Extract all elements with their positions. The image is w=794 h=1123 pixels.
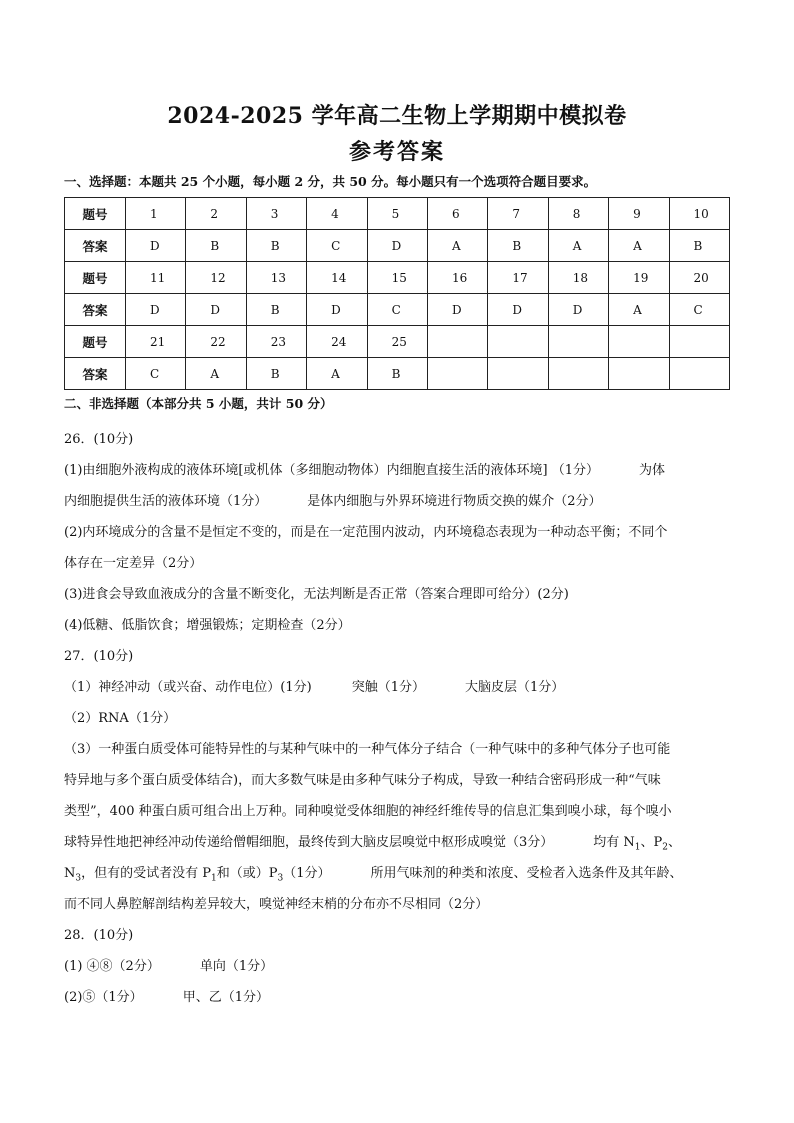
answer-row <box>65 230 730 262</box>
answer-cell: D <box>307 294 367 326</box>
question-number-cell: 21 <box>126 326 186 358</box>
answer-cell: C <box>307 230 367 262</box>
section2-body <box>64 424 734 1013</box>
question-number-cell: 4 <box>307 198 367 230</box>
question-number-row <box>65 262 730 294</box>
q27-line-5: 类型”，400 种蛋白质可组合出上万种。同种嗅觉受体细胞的神经纤维传导的信息汇集到嗅小球，每个嗅小 <box>64 804 672 819</box>
q26-line-1 <box>64 455 734 486</box>
row-label-question: 题号 <box>65 262 126 294</box>
question-number-cell: 25 <box>367 326 427 358</box>
q26-line-5: (3)进食会导致血液成分的含量不断变化，无法判断是否正常（答案合理即可给分）(2分) <box>64 587 569 602</box>
q27-1-c: 大脑皮层（1分） <box>464 680 565 695</box>
row-label-question: 题号 <box>65 198 126 230</box>
question-number-cell: 7 <box>488 198 548 230</box>
q27-line-1 <box>64 672 734 703</box>
answer-cell: A <box>609 294 669 326</box>
question-number-cell: 19 <box>609 262 669 294</box>
answer-cell <box>609 358 669 390</box>
q27-line-3: （3）一种蛋白质受体可能特异性的与某种气味中的一种气体分子结合（一种气味中的多种气体分子也可能 <box>64 742 671 757</box>
row-label-question: 题号 <box>65 326 126 358</box>
question-number-cell: 18 <box>548 262 608 294</box>
question-number-cell: 23 <box>246 326 306 358</box>
q27-7-e: 所用气味剂的种类和浓度、受检者入选条件及其年龄、 <box>370 866 683 881</box>
q28-2-a: (2)⑤（1分） <box>64 990 143 1005</box>
q26-1-tail: 为体 <box>638 463 665 478</box>
question-number-cell: 3 <box>246 198 306 230</box>
q28-title: 28．(10分) <box>64 928 134 943</box>
answer-cell: B <box>246 358 306 390</box>
q26-1-text: (1)由细胞外液构成的液体环境[或机体（多细胞动物体）内细胞直接生活的液体环境] （1分） <box>64 463 599 478</box>
q27-7-d: （1分） <box>283 866 331 881</box>
page-title: 2024-2025 学年高二生物上学期期中模拟卷 <box>167 103 627 129</box>
question-number-cell: 12 <box>186 262 246 294</box>
answer-cell: D <box>427 294 487 326</box>
q27-line-8: 而不同人鼻腔解剖结构差异较大，嗅觉神经末梢的分布亦不尽相同（2分） <box>64 897 489 912</box>
q27-6-b: 均有 N <box>593 835 635 850</box>
answer-cell: D <box>186 294 246 326</box>
q27-line-4: 特异地与多个蛋白质受体结合)，而大多数气味是由多种气味分子构成，导致一种结合密码形成一种“气味 <box>64 773 661 788</box>
answer-cell: A <box>548 230 608 262</box>
question-number-cell: 9 <box>609 198 669 230</box>
answer-cell: B <box>367 358 427 390</box>
question-number-row <box>65 326 730 358</box>
answer-cell: C <box>126 358 186 390</box>
q28-2-b: 甲、乙（1分） <box>182 990 269 1005</box>
section2-heading: 二、非选择题（本部分共 5 小题，共计 50 分） <box>64 396 333 411</box>
answer-cell: A <box>609 230 669 262</box>
q26-2-tail: 是体内细胞与外界环境进行物质交换的媒介（2分） <box>307 494 602 509</box>
q27-6-d: 、 <box>668 835 682 850</box>
answer-cell: D <box>126 230 186 262</box>
q27-line-6 <box>64 827 734 858</box>
answer-cell: A <box>186 358 246 390</box>
q27-7-b: ，但有的受试者没有 P <box>81 866 211 881</box>
subscript: 2 <box>662 842 669 853</box>
q27-title: 27．(10分) <box>64 649 134 664</box>
subscript: 3 <box>277 873 284 884</box>
section1-heading: 一、选择题：本题共 25 个小题，每小题 2 分，共 50 分。每小题只有一个选项符合题目要求。 <box>64 174 597 189</box>
question-number-cell: 2 <box>186 198 246 230</box>
answer-cell: B <box>246 294 306 326</box>
answer-cell: D <box>126 294 186 326</box>
question-number-cell <box>669 326 729 358</box>
question-number-cell: 24 <box>307 326 367 358</box>
subscript: 3 <box>75 873 82 884</box>
question-number-cell <box>609 326 669 358</box>
q27-7-a: N <box>64 866 76 881</box>
answer-cell: B <box>669 230 729 262</box>
question-number-cell: 14 <box>307 262 367 294</box>
answer-cell: D <box>488 294 548 326</box>
q27-1-a: （1）神经冲动（或兴奋、动作电位）(1分) <box>64 680 312 695</box>
question-number-cell: 5 <box>367 198 427 230</box>
question-number-cell <box>548 326 608 358</box>
answer-cell <box>548 358 608 390</box>
question-number-cell: 20 <box>669 262 729 294</box>
question-number-cell: 13 <box>246 262 306 294</box>
question-number-cell <box>427 326 487 358</box>
question-number-cell: 11 <box>126 262 186 294</box>
answer-table <box>64 197 730 390</box>
answer-cell: C <box>367 294 427 326</box>
q27-line-2: （2）RNA（1分） <box>64 711 177 726</box>
q27-7-c: 和（或）P <box>216 866 278 881</box>
answer-row <box>65 358 730 390</box>
answer-cell: A <box>307 358 367 390</box>
q26-2-text: 内细胞提供生活的液体环境（1分） <box>64 494 268 509</box>
q28-1-b: 单向（1分） <box>199 959 274 974</box>
question-number-cell: 6 <box>427 198 487 230</box>
answer-cell: B <box>246 230 306 262</box>
question-number-cell: 1 <box>126 198 186 230</box>
q26-line-6: (4)低糖、低脂饮食；增强锻炼；定期检查（2分） <box>64 618 351 633</box>
answer-row <box>65 294 730 326</box>
answer-cell <box>488 358 548 390</box>
answer-cell: C <box>669 294 729 326</box>
row-label-answer: 答案 <box>65 230 126 262</box>
q27-1-b: 突触（1分） <box>351 680 425 695</box>
question-number-cell: 10 <box>669 198 729 230</box>
q27-6-c: 、P <box>640 835 663 850</box>
q26-line-2 <box>64 486 734 517</box>
answer-cell <box>669 358 729 390</box>
answer-cell: B <box>186 230 246 262</box>
question-number-cell: 16 <box>427 262 487 294</box>
q26-line-4: 体存在一定差异（2分） <box>64 556 203 571</box>
subscript: 1 <box>634 842 641 853</box>
answer-cell: A <box>427 230 487 262</box>
subscript: 1 <box>211 873 217 884</box>
page-subtitle: 参考答案 <box>348 139 445 165</box>
answer-cell: B <box>488 230 548 262</box>
q28-line-2 <box>64 982 734 1013</box>
question-number-cell: 8 <box>548 198 608 230</box>
row-label-answer: 答案 <box>65 358 126 390</box>
q28-line-1 <box>64 951 734 982</box>
q26-title: 26．(10分) <box>64 432 134 447</box>
question-number-row <box>65 198 730 230</box>
q27-6-a: 球特异性地把神经冲动传递给僧帽细胞，最终传到大脑皮层嗅觉中枢形成嗅觉（3分） <box>64 835 554 850</box>
question-number-cell: 15 <box>367 262 427 294</box>
row-label-answer: 答案 <box>65 294 126 326</box>
question-number-cell: 17 <box>488 262 548 294</box>
q26-line-3: (2)内环境成分的含量不是恒定不变的，而是在一定范围内波动，内环境稳态表现为一种动态平衡；不同个 <box>64 525 668 540</box>
q27-line-7 <box>64 858 734 889</box>
question-number-cell: 22 <box>186 326 246 358</box>
answer-cell <box>427 358 487 390</box>
question-number-cell <box>488 326 548 358</box>
answer-cell: D <box>548 294 608 326</box>
answer-cell: D <box>367 230 427 262</box>
q28-1-a: (1) ④⑧（2分） <box>64 959 160 974</box>
